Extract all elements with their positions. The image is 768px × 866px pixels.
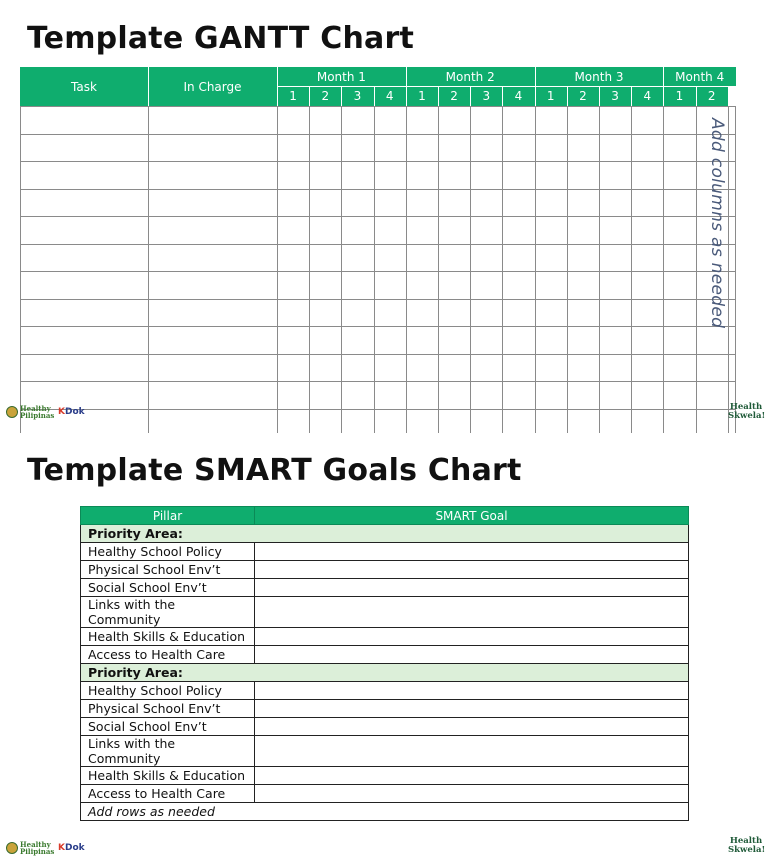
grid-row-line: [20, 189, 736, 190]
healthy-pilipinas-text: Healthy Pilipinas: [20, 404, 55, 420]
smart-goal-cell[interactable]: [255, 700, 689, 718]
priority-area-row: [81, 525, 689, 543]
smart-goal-header: SMART Goal: [255, 507, 689, 525]
priority-area-label: Priority Area:: [81, 525, 689, 543]
grid-col-line: [735, 106, 736, 433]
week-header: 4: [502, 86, 534, 106]
grid-col-line: [148, 106, 149, 433]
header-divider: [438, 86, 439, 106]
smart-goal-cell[interactable]: [255, 718, 689, 736]
smart-goal-cell[interactable]: [255, 597, 689, 628]
week-header: 3: [341, 86, 373, 106]
pillar-cell: Links with the Community: [81, 736, 255, 767]
grid-col-line: [341, 106, 342, 433]
pillar-cell: Healthy School Policy: [81, 543, 255, 561]
table-row: [81, 628, 689, 646]
week-header: 2: [438, 86, 470, 106]
grid-col-line: [567, 106, 568, 433]
dok-logo: KDok: [58, 407, 85, 417]
week-header: 2: [309, 86, 341, 106]
grid-col-line: [470, 106, 471, 433]
week-header: 1: [406, 86, 438, 106]
smart-title: Template SMART Goals Chart: [27, 453, 522, 488]
header-divider: [277, 86, 736, 87]
smart-goal-cell[interactable]: [255, 682, 689, 700]
pillar-cell: Links with the Community: [81, 597, 255, 628]
pillar-cell: Social School Env’t: [81, 718, 255, 736]
month-header: Month 3: [535, 67, 664, 86]
grid-col-line: [374, 106, 375, 433]
header-divider: [599, 86, 600, 106]
grid-row-line: [20, 134, 736, 135]
grid-col-line: [663, 106, 664, 433]
table-row: [81, 561, 689, 579]
header-divider: [728, 86, 729, 106]
smart-goal-cell[interactable]: [255, 785, 689, 803]
gantt-chart: [20, 67, 736, 433]
grid-col-line: [438, 106, 439, 433]
grid-col-line: [277, 106, 278, 433]
week-header: 1: [535, 86, 567, 106]
table-row: [81, 767, 689, 785]
pillar-cell: Physical School Env’t: [81, 700, 255, 718]
header-divider: [567, 86, 568, 106]
pillar-cell: Social School Env’t: [81, 579, 255, 597]
week-header: 3: [470, 86, 502, 106]
grid-row-line: [20, 326, 736, 327]
add-rows-note-row: [81, 803, 689, 821]
header-divider: [374, 86, 375, 106]
grid-row-line: [20, 161, 736, 162]
pillar-cell: Healthy School Policy: [81, 682, 255, 700]
grid-col-line: [631, 106, 632, 433]
gantt-title: Template GANTT Chart: [27, 21, 414, 56]
grid-col-line: [728, 106, 729, 433]
grid-col-line: [696, 106, 697, 433]
table-row: [81, 700, 689, 718]
week-header: 1: [663, 86, 695, 106]
grid-row-line: [20, 354, 736, 355]
week-header: 2: [696, 86, 728, 106]
month-header: Month 2: [406, 67, 535, 86]
grid-col-line: [20, 106, 21, 433]
pillar-cell: Health Skills & Education: [81, 628, 255, 646]
add-rows-note: Add rows as needed: [81, 803, 689, 821]
dok-logo: KDok: [58, 843, 85, 853]
header-divider: [696, 86, 697, 106]
week-header: 1: [277, 86, 309, 106]
table-row: [81, 785, 689, 803]
header-divider: [631, 86, 632, 106]
grid-row-line: [20, 271, 736, 272]
in-charge-header: In Charge: [148, 67, 277, 106]
table-row: [81, 736, 689, 767]
month-header: Month 4: [663, 67, 736, 86]
grid-row-line: [20, 244, 736, 245]
grid-col-line: [535, 106, 536, 433]
add-columns-note: Add columns as needed: [707, 118, 727, 329]
smart-goal-cell[interactable]: [255, 628, 689, 646]
smart-goal-cell[interactable]: [255, 561, 689, 579]
header-divider: [341, 86, 342, 106]
health-skwela-logo: Health Skwela!: [728, 402, 766, 421]
grid-col-line: [406, 106, 407, 433]
grid-row-line: [20, 299, 736, 300]
table-row: [81, 543, 689, 561]
pillar-header: Pillar: [81, 507, 255, 525]
grid-row-line: [20, 106, 736, 107]
grid-col-line: [599, 106, 600, 433]
smart-goal-cell[interactable]: [255, 736, 689, 767]
seal-icon: [6, 842, 18, 854]
pillar-cell: Access to Health Care: [81, 646, 255, 664]
seal-icon: [6, 406, 18, 418]
pillar-cell: Access to Health Care: [81, 785, 255, 803]
priority-area-label: Priority Area:: [81, 664, 689, 682]
table-row: [81, 646, 689, 664]
grid-col-line: [309, 106, 310, 433]
grid-col-line: [502, 106, 503, 433]
smart-goal-cell[interactable]: [255, 646, 689, 664]
grid-row-line: [20, 409, 736, 410]
healthy-pilipinas-logo: [6, 405, 85, 419]
priority-area-row: [81, 664, 689, 682]
week-header: 2: [567, 86, 599, 106]
pillar-cell: Health Skills & Education: [81, 767, 255, 785]
smart-goals-table: [80, 506, 689, 821]
task-header: Task: [20, 67, 148, 106]
pillar-cell: Physical School Env’t: [81, 561, 255, 579]
week-header: 4: [374, 86, 406, 106]
header-divider: [148, 67, 149, 106]
table-row: [81, 718, 689, 736]
healthy-pilipinas-text: Healthy Pilipinas: [20, 840, 55, 856]
smart-goal-cell[interactable]: [255, 767, 689, 785]
month-header: Month 1: [277, 67, 406, 86]
healthy-pilipinas-logo-bottom: [6, 841, 85, 855]
header-divider: [502, 86, 503, 106]
table-row: [81, 597, 689, 628]
table-row: [81, 682, 689, 700]
grid-row-line: [20, 381, 736, 382]
week-header: 4: [631, 86, 663, 106]
header-divider: [470, 86, 471, 106]
header-divider: [309, 86, 310, 106]
smart-goal-cell[interactable]: [255, 543, 689, 561]
smart-goal-cell[interactable]: [255, 579, 689, 597]
health-skwela-logo-bottom: Health Skwela!: [728, 836, 766, 855]
table-row: [81, 579, 689, 597]
week-header: 3: [599, 86, 631, 106]
grid-row-line: [20, 216, 736, 217]
